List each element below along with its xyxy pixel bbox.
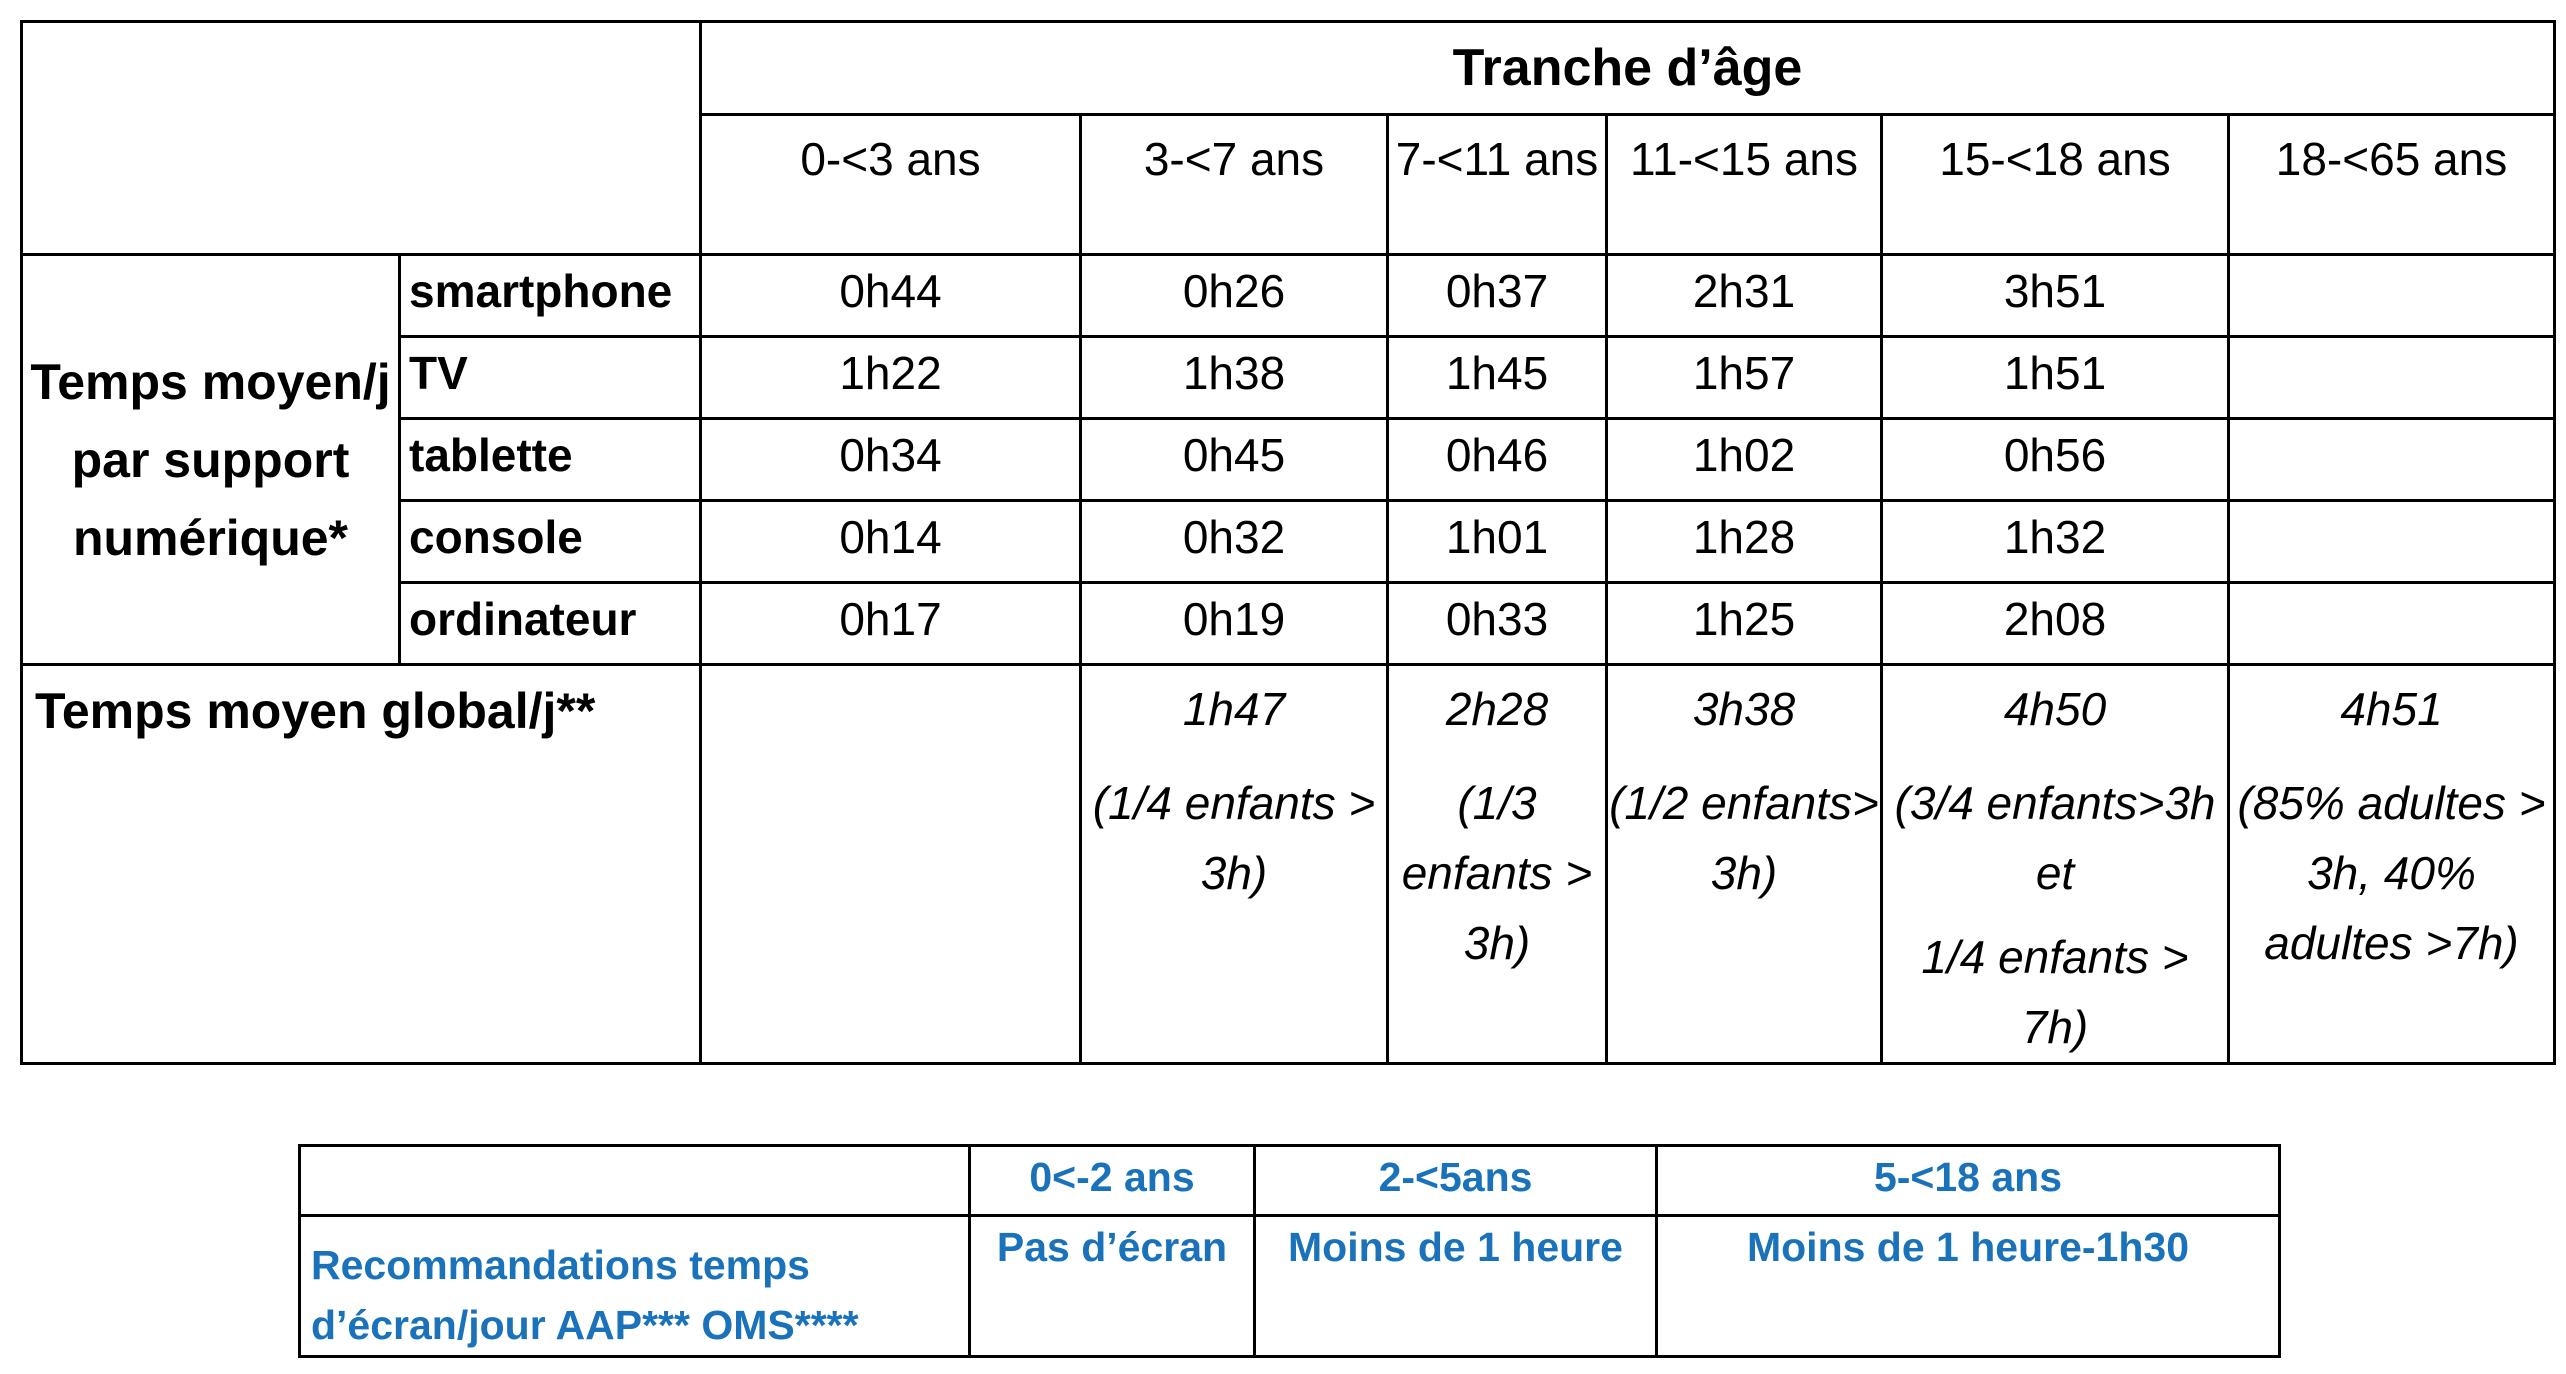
global-note: 1/4 enfants > 7h) <box>1921 931 2189 1053</box>
table-cell: 0h44 <box>701 255 1081 337</box>
table-cell <box>2229 583 2555 665</box>
global-value: 2h28 <box>1445 683 1549 735</box>
table-cell: 0h26 <box>1081 255 1388 337</box>
table-cell: 1h28 <box>1607 501 1882 583</box>
global-cell <box>701 665 1081 1064</box>
corner-cell <box>22 22 701 255</box>
age-header: 3-<7 ans <box>1081 115 1388 255</box>
global-note: (85% adultes > 3h, 40% adultes >7h) <box>2237 777 2546 969</box>
rec-age-header: 0<-2 ans <box>970 1146 1255 1216</box>
global-cell <box>1882 665 2229 1064</box>
global-value: 3h38 <box>1692 683 1796 735</box>
table-cell <box>2229 419 2555 501</box>
table-cell <box>2229 337 2555 419</box>
table-cell: 1h22 <box>701 337 1081 419</box>
table-cell: 0h19 <box>1081 583 1388 665</box>
age-header: 11-<15 ans <box>1607 115 1882 255</box>
global-note: (1/3 enfants > 3h) <box>1401 777 1593 969</box>
table-cell: 0h56 <box>1882 419 2229 501</box>
age-header: 15-<18 ans <box>1882 115 2229 255</box>
table-cell: 1h32 <box>1882 501 2229 583</box>
table-cell <box>2229 501 2555 583</box>
table-cell: 0h46 <box>1388 419 1607 501</box>
rec-cell: Moins de 1 heure <box>1255 1216 1657 1357</box>
table-cell: 0h33 <box>1388 583 1607 665</box>
rec-age-header: 2-<5ans <box>1255 1146 1657 1216</box>
table-cell: 0h45 <box>1081 419 1388 501</box>
rec-cell: Pas d’écran <box>970 1216 1255 1357</box>
age-range-title: Tranche d’âge <box>701 22 2555 115</box>
table-cell: 0h37 <box>1388 255 1607 337</box>
support-row-header: Temps moyen/j par support numérique* <box>22 255 400 665</box>
support-label: console <box>400 501 701 583</box>
rec-cell: Moins de 1 heure-1h30 <box>1657 1216 2280 1357</box>
table-cell: 2h08 <box>1882 583 2229 665</box>
table-cell: 1h51 <box>1882 337 2229 419</box>
table-cell: 0h34 <box>701 419 1081 501</box>
global-value: 4h50 <box>2003 683 2107 735</box>
support-label: TV <box>400 337 701 419</box>
table-cell: 1h25 <box>1607 583 1882 665</box>
age-header: 7-<11 ans <box>1388 115 1607 255</box>
age-header: 0-<3 ans <box>701 115 1081 255</box>
support-label: tablette <box>400 419 701 501</box>
rec-label: Recommandations temps d’écran/jour AAP*** OMS**** <box>300 1216 970 1357</box>
table-cell: 3h51 <box>1882 255 2229 337</box>
table-cell <box>2229 255 2555 337</box>
global-cell <box>1388 665 1607 1064</box>
table-cell: 0h17 <box>701 583 1081 665</box>
global-cell <box>1607 665 1882 1064</box>
global-cell <box>2229 665 2555 1064</box>
global-row-header: Temps moyen global/j** <box>22 665 701 1064</box>
rec-age-header: 5-<18 ans <box>1657 1146 2280 1216</box>
table-cell: 0h14 <box>701 501 1081 583</box>
global-note: (3/4 enfants>3h et <box>1894 777 2216 899</box>
table-cell: 0h32 <box>1081 501 1388 583</box>
support-label: smartphone <box>400 255 701 337</box>
table-cell: 1h02 <box>1607 419 1882 501</box>
table-cell: 1h01 <box>1388 501 1607 583</box>
corner-cell <box>300 1146 970 1216</box>
table-cell: 1h45 <box>1388 337 1607 419</box>
global-cell <box>1081 665 1388 1064</box>
screen-time-table <box>20 20 2556 1065</box>
table-cell: 1h38 <box>1081 337 1388 419</box>
table-cell: 1h57 <box>1607 337 1882 419</box>
global-note: (1/2 enfants> 3h) <box>1609 777 1879 899</box>
global-value: 4h51 <box>2340 683 2443 735</box>
global-note: (1/4 enfants > 3h) <box>1092 777 1376 899</box>
age-header: 18-<65 ans <box>2229 115 2555 255</box>
global-value: 1h47 <box>1182 683 1286 735</box>
table-cell: 2h31 <box>1607 255 1882 337</box>
recommendations-table <box>298 1144 2281 1358</box>
support-label: ordinateur <box>400 583 701 665</box>
